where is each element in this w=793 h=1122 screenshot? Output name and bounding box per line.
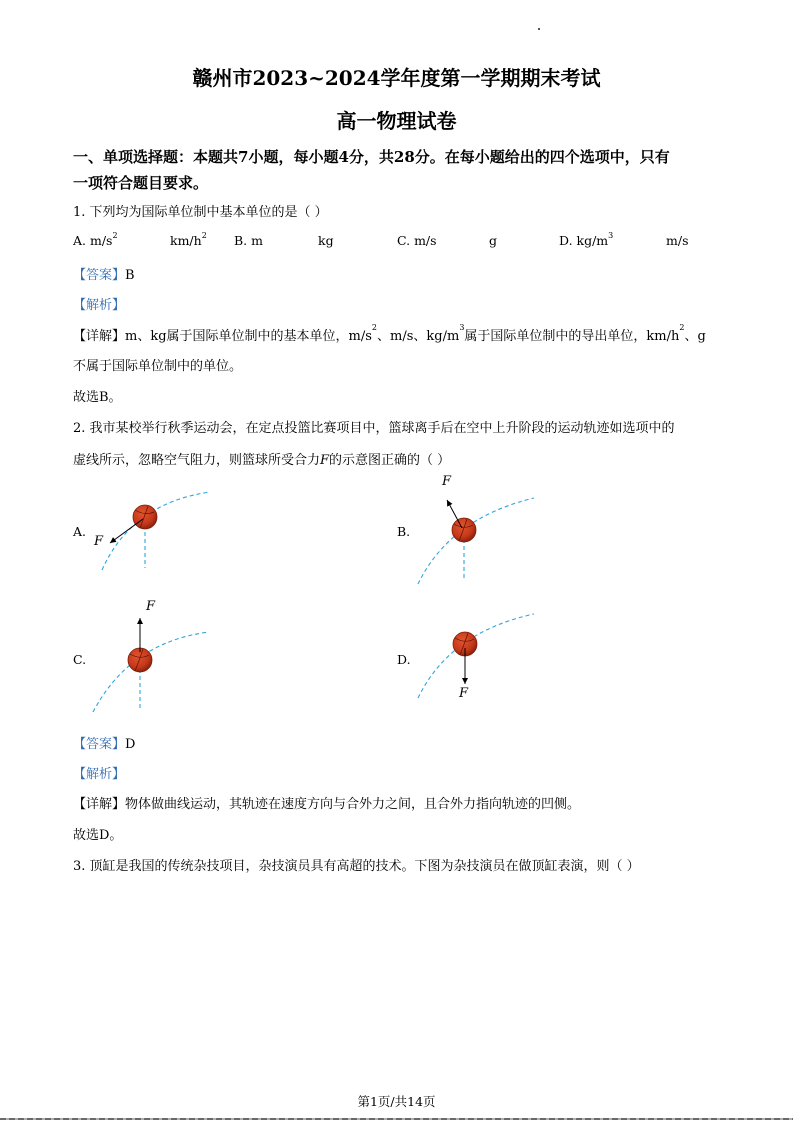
- trajectory-curve: [102, 492, 210, 570]
- q2-stem-line2: 虚线所示，忽略空气阻力，则篮球所受合力F的示意图正确的（ ）: [73, 453, 451, 468]
- force-label-b: F: [442, 474, 452, 489]
- q1-option-d-2: m/s: [666, 233, 689, 248]
- figure-option-d: [410, 612, 540, 712]
- q1-option-c-2: g: [489, 233, 498, 248]
- q2-option-c-label: C.: [73, 652, 87, 667]
- q2-option-a-label: A.: [73, 524, 87, 539]
- q2-answer: 【答案】D: [73, 737, 136, 752]
- q1-stem: 1. 下列均为国际单位制中基本单位的是（ ）: [73, 205, 328, 220]
- figure-option-c: [85, 612, 215, 717]
- q1-option-c: C. m/s: [397, 233, 437, 248]
- figure-option-a: [90, 488, 220, 578]
- q1-answer: 【答案】B: [73, 268, 135, 283]
- trajectory-curve: [93, 632, 209, 712]
- q2-option-d-label: D.: [397, 652, 411, 667]
- basketball: [452, 518, 476, 542]
- q2-conclusion: 故选D。: [73, 828, 123, 843]
- q1-option-b: B. m: [234, 233, 263, 248]
- basketball: [133, 505, 157, 529]
- answer-tag: 【答案】: [73, 737, 126, 752]
- q1-option-b-2: kg: [318, 233, 334, 248]
- trajectory-curve: [418, 498, 534, 584]
- page-subtitle: 高一物理试卷: [336, 109, 457, 133]
- q1-analysis-tag: 【解析】: [73, 298, 126, 313]
- figure-option-b: [410, 488, 540, 588]
- q1-conclusion: 故选B。: [73, 390, 122, 405]
- q2-analysis-tag: 【解析】: [73, 767, 126, 782]
- q1-detail-line2: 不属于国际单位制中的单位。: [73, 359, 243, 374]
- decorative-dot: [538, 28, 540, 30]
- force-label-c: F: [146, 599, 156, 614]
- q1-option-d: D. $kg/m^3$: [559, 231, 614, 248]
- q1-option-a: A. $m/s^2$: [73, 231, 118, 248]
- q3-stem: 3. 顶缸是我国的传统杂技项目，杂技演员具有高超的技术。下图为杂技演员在做顶缸表演，则（ ）: [73, 859, 640, 874]
- force-label-d: F: [459, 686, 469, 701]
- q1-option-a-2: $km/h^2$: [170, 231, 207, 248]
- q2-option-b-label: B.: [397, 524, 411, 539]
- section-heading-line1: 一、单项选择题：本题共7小题，每小题4分，共28分。在每小题给出的四个选项中，只有: [73, 148, 670, 166]
- q2-detail: 【详解】物体做曲线运动，其轨迹在速度方向与合外力之间，且合外力指向轨迹的凹侧。: [73, 797, 581, 812]
- q2-stem-line1: 2. 我市某校举行秋季运动会，在定点投篮比赛项目中，篮球离手后在空中上升阶段的运动轨迹如选项中的: [73, 421, 675, 436]
- section-heading-line2: 一项符合题目要求。: [73, 174, 209, 192]
- page-title: 赣州市2023~2024学年度第一学期期末考试: [192, 66, 601, 90]
- trajectory-curve: [418, 614, 534, 698]
- answer-tag: 【答案】: [73, 268, 126, 283]
- force-arrow: [110, 519, 143, 543]
- q1-detail: 【详解】m、kg属于国际单位制中的基本单位，$m/s^2$、m/s、$kg/m^3$属于国际单位制中的导出单位，$km/h^2$、g: [73, 323, 706, 344]
- force-label-a: F: [94, 534, 104, 549]
- page-number: 第1页/共14页: [357, 1094, 436, 1109]
- page-bottom-border: [0, 1118, 793, 1120]
